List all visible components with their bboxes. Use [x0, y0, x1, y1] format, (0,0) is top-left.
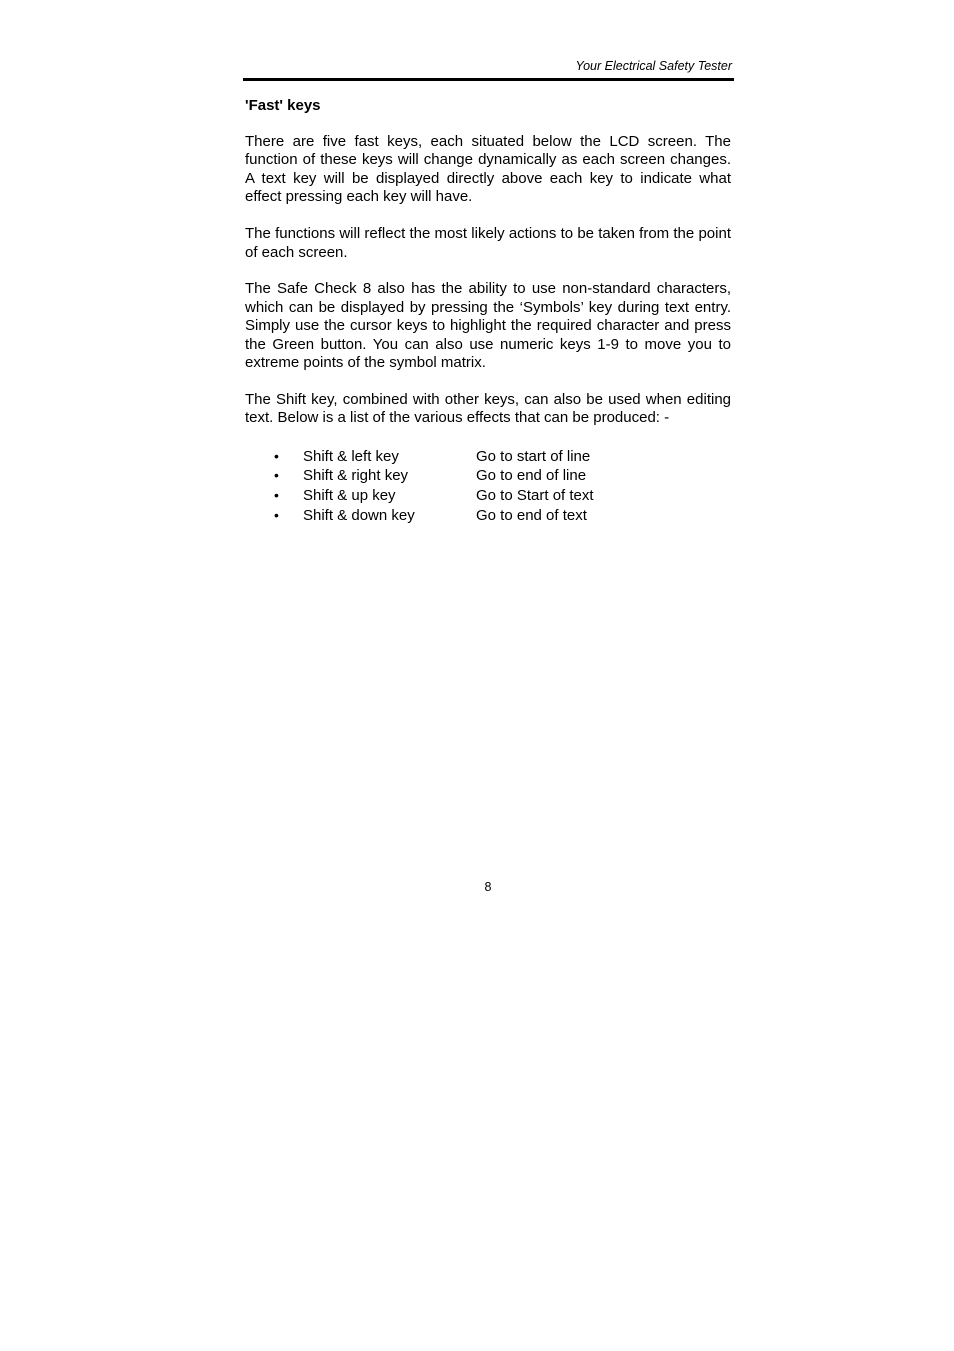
- paragraph-fast-keys: There are five fast keys, each situated below the LCD screen. The function of these keys will change dynamically as each screen changes. A text key will be displayed directly above each key to indicate what effect pressing each key will have.: [245, 133, 731, 206]
- paragraph-symbols: The Safe Check 8 also has the ability to use non-standard characters, which can be displayed by pressing the ‘Symbols’ key during text entry. Simply use the cursor keys to highlight the required character and press the Green button. You can also use numeric keys 1-9 to move you to extreme points of the symbol matrix.: [245, 280, 731, 372]
- shift-key-list: [245, 447, 731, 526]
- bullet-icon: •: [274, 467, 279, 484]
- page-header: [243, 58, 734, 81]
- bullet-icon: •: [274, 487, 279, 504]
- key-effect: Go to end of line: [476, 467, 587, 485]
- list-item: [245, 486, 731, 506]
- header-title: Your Electrical Safety Tester: [575, 59, 732, 73]
- page-number: 8: [484, 880, 492, 894]
- list-item: [245, 466, 731, 486]
- key-combo: Shift & right key: [303, 467, 409, 485]
- key-combo: Shift & down key: [303, 506, 415, 524]
- bullet-icon: •: [274, 447, 279, 464]
- key-combo: Shift & up key: [303, 487, 396, 505]
- key-combo: Shift & left key: [303, 447, 399, 465]
- key-effect: Go to end of text: [476, 506, 587, 524]
- key-effect: Go to Start of text: [476, 487, 594, 505]
- paragraph-shift-key: The Shift key, combined with other keys, can also be used when editing text. Below is a list of the various effects that can be produced: -: [245, 390, 731, 427]
- page-content: [245, 96, 731, 526]
- list-item: [245, 447, 731, 467]
- section-title: 'Fast' keys: [245, 97, 321, 114]
- key-effect: Go to start of line: [476, 447, 591, 465]
- list-item: [245, 506, 731, 526]
- paragraph-functions: The functions will reflect the most likely actions to be taken from the point of each screen.: [245, 225, 731, 261]
- bullet-icon: •: [274, 506, 279, 523]
